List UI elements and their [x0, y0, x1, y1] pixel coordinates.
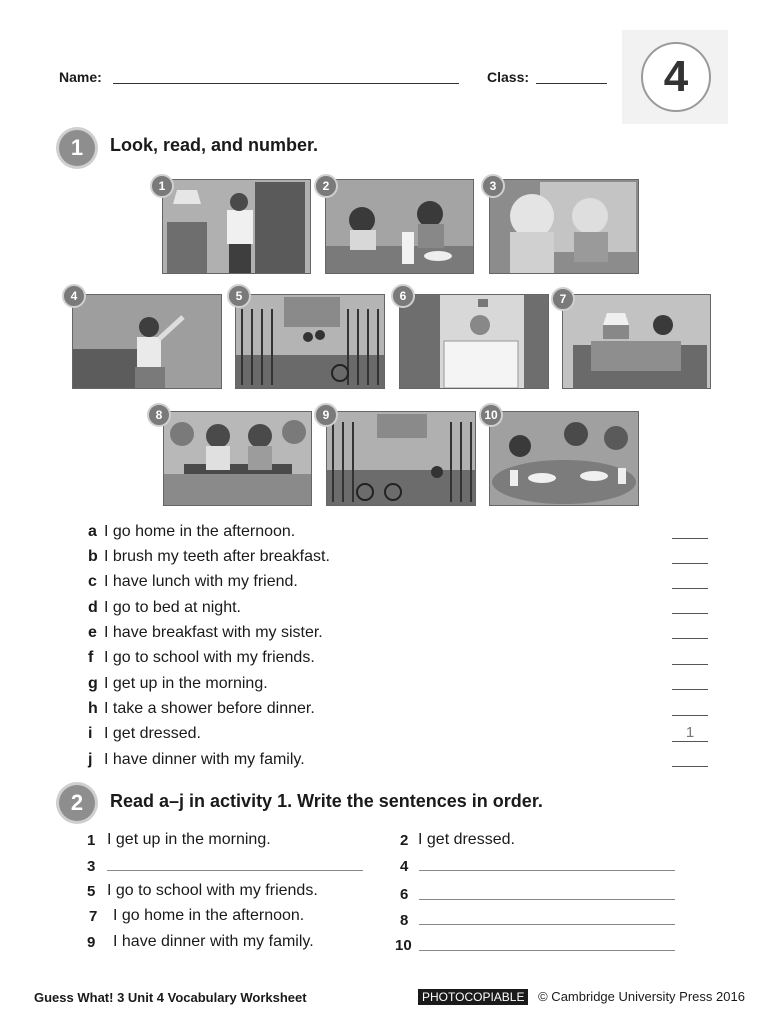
- order-text: I get up in the morning.: [107, 831, 271, 848]
- answer-field-c[interactable]: [672, 588, 708, 589]
- picture-6: [399, 294, 549, 389]
- order-row-4: [400, 855, 418, 877]
- order-field-3[interactable]: [107, 870, 363, 871]
- sentence-text: I go to bed at night.: [104, 599, 241, 616]
- sentence-e: [88, 622, 323, 644]
- picture-3-number: 3: [481, 174, 505, 198]
- order-number: 5: [87, 882, 96, 900]
- order-number: 3: [87, 857, 96, 875]
- picture-9: [326, 411, 476, 506]
- order-row-9: [87, 931, 314, 953]
- activity-2-badge: 2: [59, 785, 95, 821]
- answer-field-f[interactable]: [672, 664, 708, 665]
- sentence-b: [88, 546, 330, 568]
- order-number: 7: [89, 907, 98, 925]
- order-row-1: [87, 829, 271, 851]
- activity-1-badge: 1: [59, 130, 95, 166]
- sentence-letter: c: [88, 573, 97, 590]
- sentence-letter: i: [88, 725, 93, 742]
- sentence-h: [88, 698, 315, 720]
- going-to-school-illustration: [327, 412, 475, 505]
- picture-6-number: 6: [391, 284, 415, 308]
- order-row-10: [395, 934, 417, 956]
- picture-8-number: 8: [147, 403, 171, 427]
- picture-3: [489, 179, 639, 274]
- sentence-letter: h: [88, 700, 98, 717]
- copyright-text: © Cambridge University Press 2016: [538, 989, 745, 1004]
- picture-4: [72, 294, 222, 389]
- sentence-f: [88, 647, 315, 669]
- sentence-letter: b: [88, 548, 98, 565]
- answer-field-e[interactable]: [672, 638, 708, 639]
- sentence-letter: e: [88, 624, 97, 641]
- order-field-10[interactable]: [419, 950, 675, 951]
- order-number: 8: [400, 911, 409, 929]
- answer-field-b[interactable]: [672, 563, 708, 564]
- picture-8: [163, 411, 312, 506]
- answer-field-a[interactable]: [672, 538, 708, 539]
- sentence-g: [88, 673, 268, 695]
- sentence-text: I go home in the afternoon.: [104, 523, 296, 540]
- order-row-6: [400, 883, 418, 905]
- sentence-d: [88, 597, 241, 619]
- sentence-letter: f: [88, 649, 94, 666]
- answer-field-i[interactable]: [672, 741, 708, 742]
- sentence-i: [88, 723, 201, 745]
- picture-10: [489, 411, 639, 506]
- sentence-text: I have breakfast with my sister.: [104, 624, 323, 641]
- unit-number-badge: 4: [641, 42, 711, 112]
- lunch-with-friend-illustration: [164, 412, 311, 505]
- sentence-text: I go to school with my friends.: [104, 649, 315, 666]
- sentence-letter: d: [88, 599, 98, 616]
- order-field-4[interactable]: [419, 870, 675, 871]
- order-row-3: [87, 855, 107, 877]
- brushing-teeth-illustration: [490, 180, 638, 273]
- answer-value-i: 1: [685, 724, 695, 741]
- order-field-8[interactable]: [419, 924, 675, 925]
- picture-10-number: 10: [479, 403, 503, 427]
- sentence-letter: a: [88, 523, 97, 540]
- sentence-text: I get dressed.: [104, 725, 201, 742]
- picture-2-number: 2: [314, 174, 338, 198]
- order-number: 6: [400, 885, 409, 903]
- order-row-2: [400, 829, 515, 851]
- name-label: Name:: [59, 69, 102, 85]
- sentence-text: I have dinner with my family.: [104, 751, 305, 768]
- answer-field-d[interactable]: [672, 613, 708, 614]
- going-to-bed-illustration: [563, 295, 710, 388]
- sentence-letter: g: [88, 675, 98, 692]
- answer-field-g[interactable]: [672, 689, 708, 690]
- sentence-c: [88, 571, 298, 593]
- breakfast-illustration: [326, 180, 473, 273]
- class-label: Class:: [487, 69, 530, 85]
- getting-up-illustration: [73, 295, 221, 388]
- footer-rights: [418, 989, 745, 1004]
- family-dinner-illustration: [490, 412, 638, 505]
- sentence-text: I brush my teeth after breakfast.: [104, 548, 330, 565]
- footer-title: Guess What! 3 Unit 4 Vocabulary Worksheet: [34, 990, 307, 1005]
- picture-1-number: 1: [150, 174, 174, 198]
- order-field-6[interactable]: [419, 899, 675, 900]
- shower-illustration: [400, 295, 548, 388]
- sentence-letter: j: [88, 751, 93, 768]
- order-row-7: [89, 905, 304, 927]
- order-text: I get dressed.: [418, 831, 515, 848]
- order-number: 1: [87, 831, 96, 849]
- picture-1: [162, 179, 311, 274]
- activity-1-instruction: Look, read, and number.: [110, 135, 319, 155]
- order-text: I have dinner with my family.: [113, 933, 314, 950]
- order-number: 2: [400, 831, 409, 849]
- order-number: 4: [400, 857, 409, 875]
- sentence-j: [88, 749, 305, 771]
- picture-2: [325, 179, 474, 274]
- picture-5-number: 5: [227, 284, 251, 308]
- picture-7: [562, 294, 711, 389]
- name-field[interactable]: [113, 83, 459, 84]
- sentence-text: I have lunch with my friend.: [104, 573, 298, 590]
- class-field[interactable]: [536, 83, 607, 84]
- picture-4-number: 4: [62, 284, 86, 308]
- getting-dressed-illustration: [163, 180, 310, 273]
- order-row-5: [87, 880, 318, 902]
- order-row-8: [400, 909, 418, 931]
- picture-7-number: 7: [551, 287, 575, 311]
- going-home-illustration: [236, 295, 384, 388]
- order-text: I go home in the afternoon.: [113, 907, 305, 924]
- sentence-text: I take a shower before dinner.: [104, 700, 315, 717]
- order-number: 9: [87, 933, 96, 951]
- answer-field-h[interactable]: [672, 715, 708, 716]
- order-number: 10: [395, 936, 412, 954]
- photocopiable-badge: PHOTOCOPIABLE: [418, 989, 528, 1005]
- activity-2-instruction: Read a–j in activity 1. Write the sentences in order.: [110, 791, 543, 811]
- order-text: I go to school with my friends.: [107, 882, 318, 899]
- picture-5: [235, 294, 385, 389]
- answer-field-j[interactable]: [672, 766, 708, 767]
- picture-9-number: 9: [314, 403, 338, 427]
- sentence-text: I get up in the morning.: [104, 675, 268, 692]
- sentence-a: [88, 521, 295, 543]
